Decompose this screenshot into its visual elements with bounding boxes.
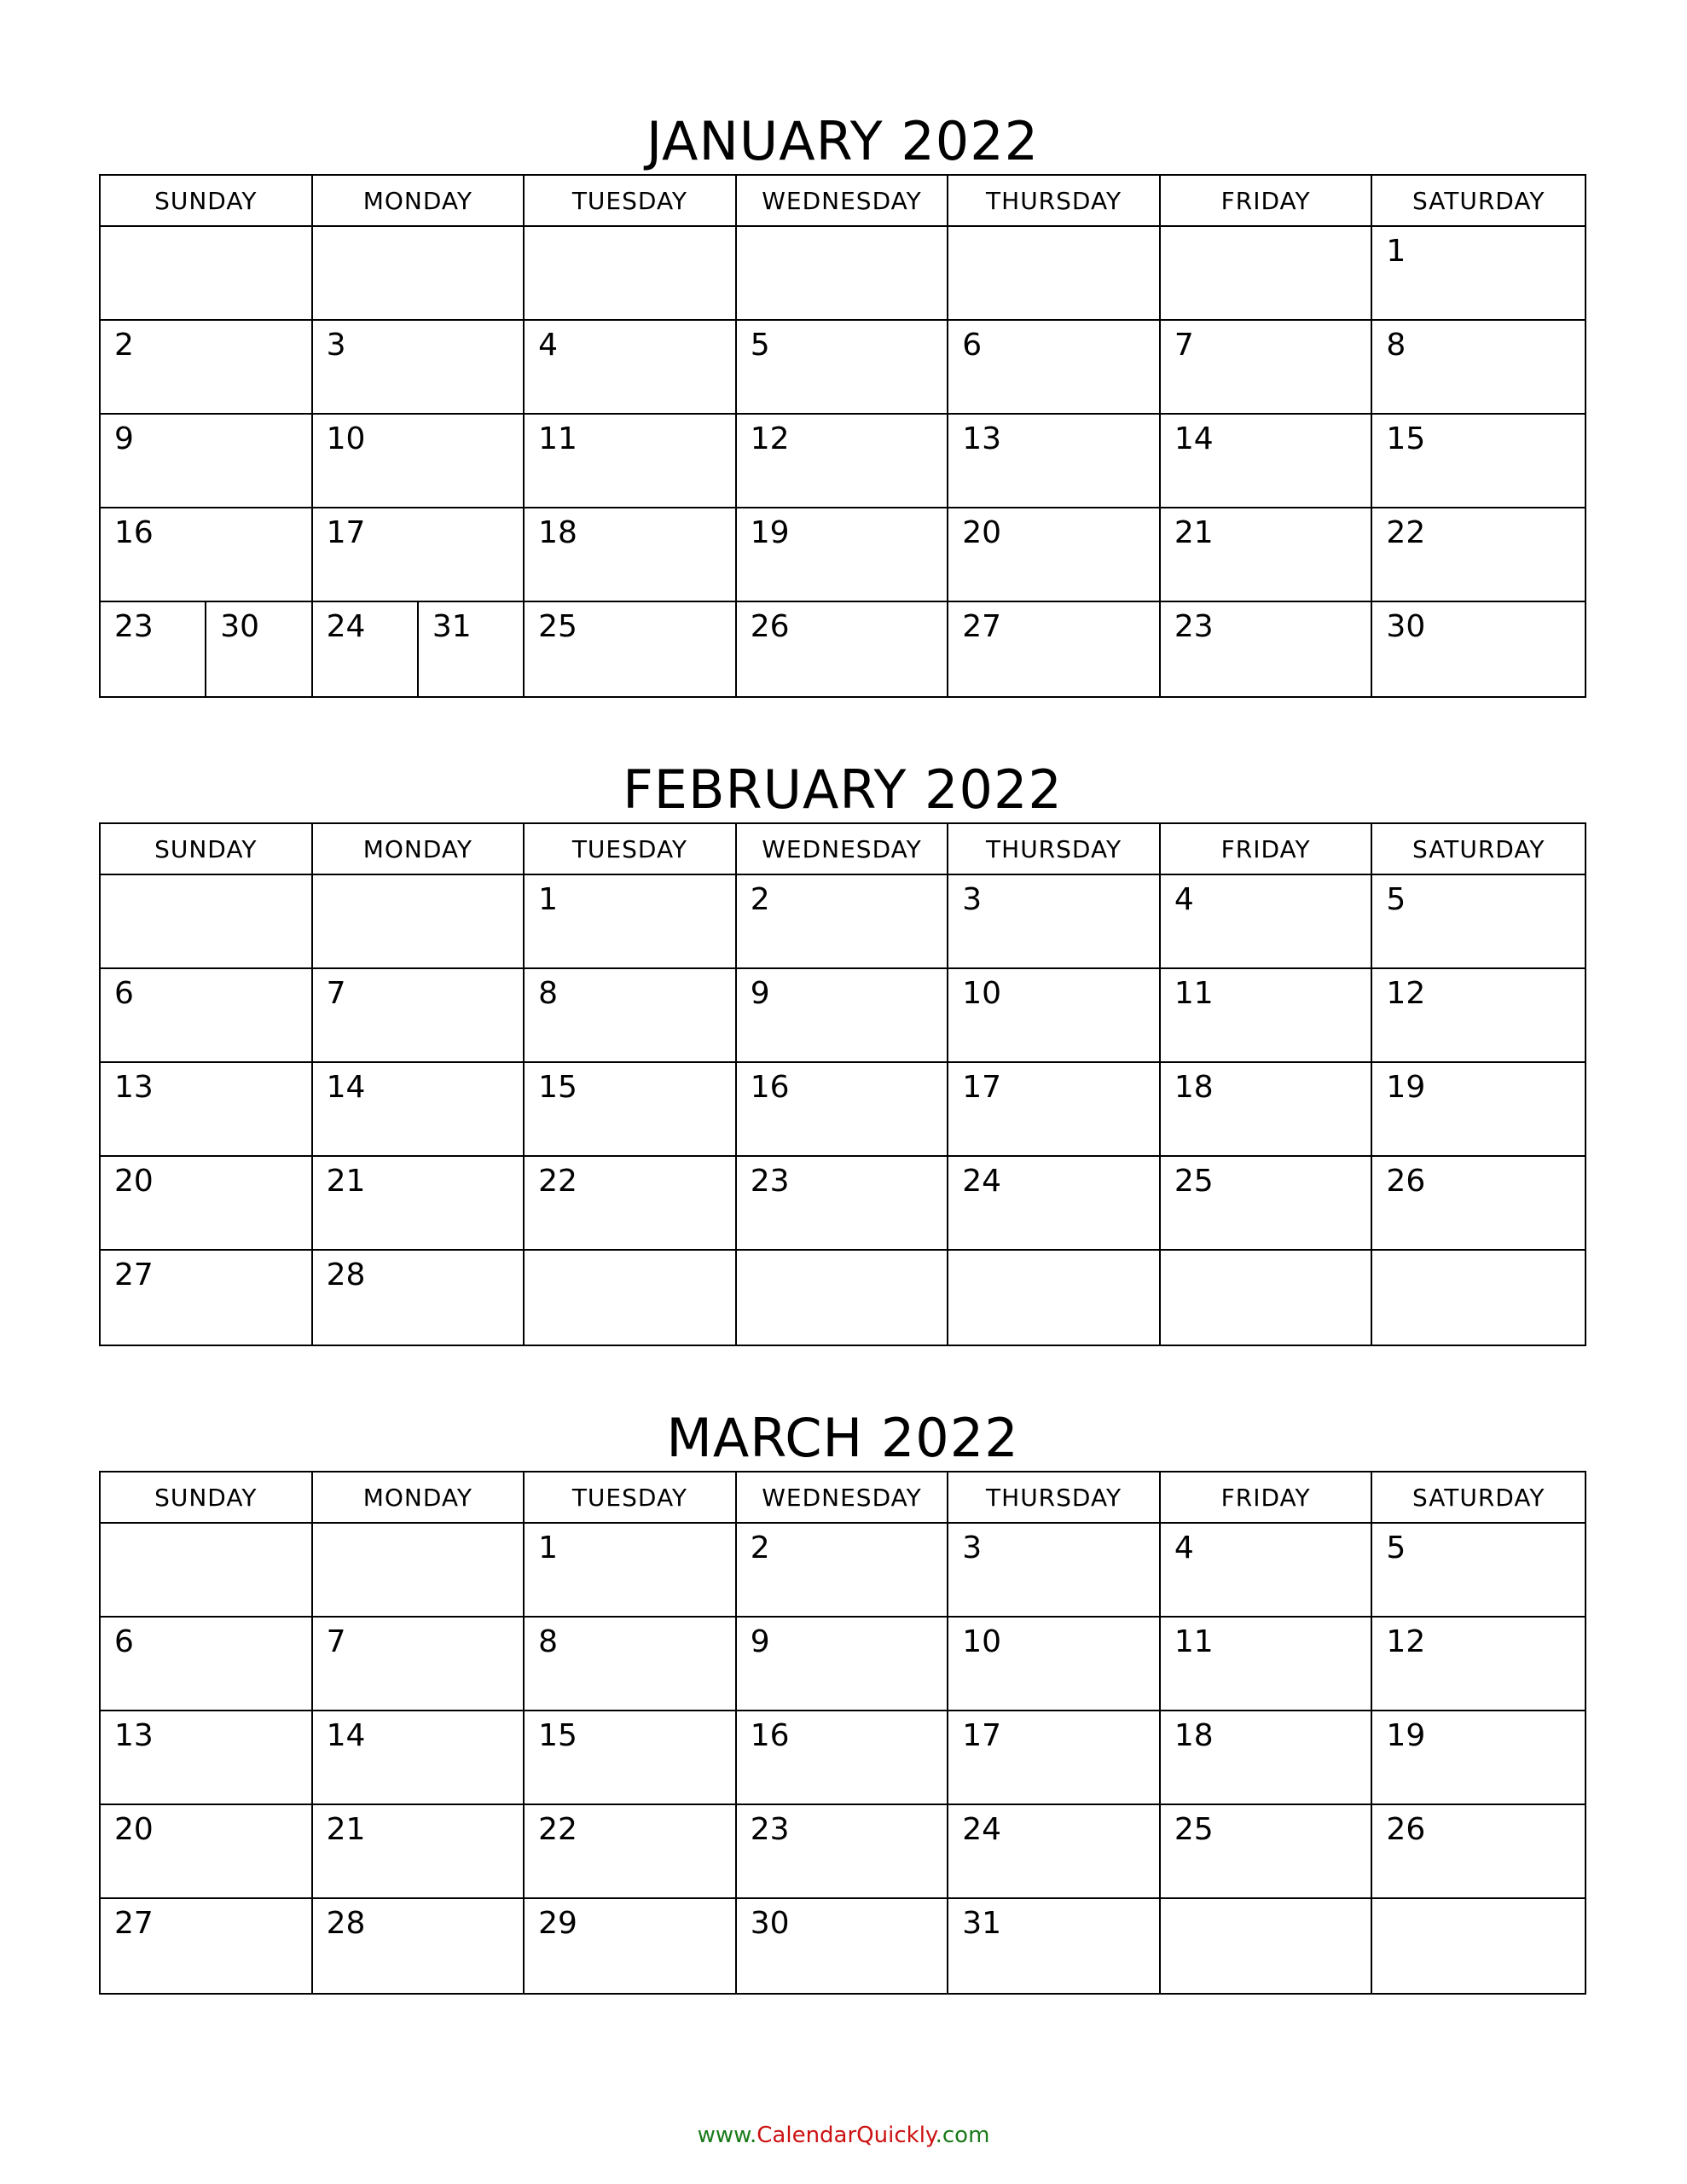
day-cell	[737, 1157, 949, 1251]
day-number: 5	[750, 328, 770, 363]
day-number: 21	[326, 1164, 366, 1199]
day-cell	[1372, 1063, 1585, 1157]
day-cell	[948, 1899, 1161, 1993]
day-number: 14	[326, 1070, 366, 1105]
day-number: 24	[962, 1812, 1002, 1847]
weekday-header: WEDNESDAY	[737, 1472, 949, 1524]
day-number: 26	[1386, 1812, 1426, 1847]
day-number: 16	[750, 1070, 790, 1105]
day-number: 31	[432, 609, 472, 644]
split-half	[101, 602, 205, 696]
day-cell	[948, 1157, 1161, 1251]
month-grid	[99, 174, 1586, 698]
day-cell	[525, 1618, 737, 1711]
day-number: 12	[1386, 976, 1426, 1011]
day-cell	[525, 415, 737, 508]
day-cell	[1372, 969, 1585, 1063]
day-cell	[737, 321, 949, 415]
day-cell	[1161, 321, 1373, 415]
split-day-cell	[313, 602, 524, 696]
day-number: 16	[114, 515, 154, 550]
day-cell	[1372, 1711, 1585, 1805]
day-cell	[525, 1711, 737, 1805]
day-cell	[101, 508, 313, 602]
day-cell	[737, 1711, 949, 1805]
day-cell	[1372, 227, 1585, 321]
day-cell	[525, 1063, 737, 1157]
day-cell	[525, 602, 737, 696]
day-cell	[101, 227, 313, 321]
day-cell	[1372, 321, 1585, 415]
month-grid	[99, 1471, 1586, 1995]
day-number: 17	[326, 515, 366, 550]
day-cell	[101, 1157, 313, 1251]
day-cell	[101, 1618, 313, 1711]
day-number: 9	[114, 421, 134, 456]
day-cell	[737, 1805, 949, 1899]
day-number: 25	[1174, 1812, 1214, 1847]
day-cell	[948, 1524, 1161, 1618]
weekday-header: THURSDAY	[948, 176, 1161, 227]
weekday-header: TUESDAY	[525, 176, 737, 227]
day-number: 18	[1174, 1070, 1214, 1105]
day-number: 27	[114, 1258, 154, 1292]
day-number: 20	[962, 515, 1002, 550]
day-cell	[737, 508, 949, 602]
day-number: 20	[114, 1812, 154, 1847]
weekday-header: THURSDAY	[948, 1472, 1161, 1524]
day-number: 6	[114, 976, 134, 1011]
day-cell	[313, 508, 525, 602]
day-number: 24	[326, 609, 366, 644]
day-number: 18	[1174, 1718, 1214, 1753]
day-number: 13	[962, 421, 1002, 456]
day-cell	[525, 1805, 737, 1899]
day-cell	[313, 602, 525, 696]
day-number: 29	[538, 1906, 577, 1941]
day-cell	[313, 1618, 525, 1711]
day-cell	[525, 321, 737, 415]
day-cell	[101, 1805, 313, 1899]
weekday-header: FRIDAY	[1161, 176, 1373, 227]
day-cell	[948, 227, 1161, 321]
day-cell	[737, 227, 949, 321]
day-number: 8	[538, 1624, 559, 1659]
day-number: 15	[1386, 421, 1426, 456]
day-number: 11	[538, 421, 577, 456]
day-number: 23	[114, 609, 154, 644]
weekday-header: WEDNESDAY	[737, 824, 949, 875]
day-cell	[101, 1711, 313, 1805]
day-cell	[948, 1251, 1161, 1345]
day-cell	[525, 1524, 737, 1618]
day-number: 26	[750, 609, 790, 644]
weekday-header: SATURDAY	[1372, 824, 1585, 875]
day-number: 1	[538, 882, 559, 917]
day-cell	[525, 227, 737, 321]
day-number: 28	[326, 1258, 366, 1292]
day-number: 3	[326, 328, 346, 363]
day-number: 4	[1174, 882, 1194, 917]
day-number: 9	[750, 1624, 770, 1659]
day-cell	[737, 602, 949, 696]
day-cell	[737, 1618, 949, 1711]
weekday-header: SUNDAY	[101, 824, 313, 875]
day-cell	[948, 1711, 1161, 1805]
weekday-header: TUESDAY	[525, 824, 737, 875]
day-number: 20	[114, 1164, 154, 1199]
day-cell	[948, 321, 1161, 415]
day-cell	[313, 321, 525, 415]
day-number: 6	[114, 1624, 134, 1659]
day-cell	[1372, 415, 1585, 508]
day-number: 8	[538, 976, 559, 1011]
month-grid	[99, 822, 1586, 1346]
split-half	[417, 602, 523, 696]
day-number: 8	[1386, 328, 1406, 363]
day-cell	[313, 1157, 525, 1251]
month-title: MARCH 2022	[666, 1407, 1019, 1469]
day-number: 17	[962, 1718, 1002, 1753]
day-number: 23	[1174, 609, 1214, 644]
day-number: 3	[962, 1531, 983, 1565]
day-number: 23	[750, 1164, 790, 1199]
day-number: 13	[114, 1718, 154, 1753]
day-number: 16	[750, 1718, 790, 1753]
day-number: 7	[326, 1624, 346, 1659]
day-number: 28	[326, 1906, 366, 1941]
day-number: 4	[1174, 1531, 1194, 1565]
day-number: 6	[962, 328, 983, 363]
day-cell	[101, 1251, 313, 1345]
day-cell	[1161, 1524, 1373, 1618]
day-number: 4	[538, 328, 559, 363]
day-cell	[1161, 875, 1373, 969]
day-number: 7	[326, 976, 346, 1011]
footer-url[interactable]	[0, 2123, 1687, 2148]
day-cell	[101, 969, 313, 1063]
day-cell	[313, 969, 525, 1063]
day-cell	[737, 1899, 949, 1993]
day-number: 27	[962, 609, 1002, 644]
day-cell	[525, 1157, 737, 1251]
day-number: 14	[326, 1718, 366, 1753]
month-january	[99, 109, 1586, 698]
day-number: 22	[1386, 515, 1426, 550]
day-cell	[313, 1524, 525, 1618]
weekday-header: MONDAY	[313, 824, 525, 875]
day-cell	[1161, 227, 1373, 321]
day-number: 23	[750, 1812, 790, 1847]
day-number: 22	[538, 1812, 577, 1847]
day-cell	[101, 415, 313, 508]
day-cell	[1372, 1157, 1585, 1251]
day-number: 21	[1174, 515, 1214, 550]
day-cell	[1372, 1618, 1585, 1711]
day-number: 1	[1386, 234, 1406, 269]
day-number: 10	[962, 1624, 1002, 1659]
day-number: 30	[220, 609, 260, 644]
day-number: 30	[750, 1906, 790, 1941]
weekday-header: THURSDAY	[948, 824, 1161, 875]
day-number: 15	[538, 1718, 577, 1753]
day-cell	[948, 1805, 1161, 1899]
weekday-header: FRIDAY	[1161, 824, 1373, 875]
day-cell	[525, 1251, 737, 1345]
day-number: 21	[326, 1812, 366, 1847]
day-number: 25	[1174, 1164, 1214, 1199]
day-cell	[948, 1618, 1161, 1711]
day-cell	[1161, 508, 1373, 602]
day-cell	[101, 602, 313, 696]
day-cell	[1161, 602, 1373, 696]
day-number: 19	[1386, 1718, 1426, 1753]
day-cell	[737, 1524, 949, 1618]
day-number: 12	[750, 421, 790, 456]
weekday-header: TUESDAY	[525, 1472, 737, 1524]
day-cell	[313, 1251, 525, 1345]
day-cell	[1372, 1251, 1585, 1345]
weekday-header: MONDAY	[313, 1472, 525, 1524]
day-cell	[313, 1899, 525, 1993]
day-cell	[525, 1899, 737, 1993]
day-cell	[1372, 602, 1585, 696]
day-cell	[1161, 1157, 1373, 1251]
day-number: 14	[1174, 421, 1214, 456]
weekday-header: FRIDAY	[1161, 1472, 1373, 1524]
day-number: 3	[962, 882, 983, 917]
day-number: 27	[114, 1906, 154, 1941]
day-number: 30	[1386, 609, 1426, 644]
weekday-header: SUNDAY	[101, 176, 313, 227]
day-cell	[313, 227, 525, 321]
day-number: 15	[538, 1070, 577, 1105]
day-number: 31	[962, 1906, 1002, 1941]
day-cell	[737, 1251, 949, 1345]
day-cell	[101, 1063, 313, 1157]
day-cell	[313, 415, 525, 508]
day-number: 24	[962, 1164, 1002, 1199]
month-title: JANUARY 2022	[646, 110, 1040, 172]
day-cell	[1372, 1524, 1585, 1618]
day-number: 26	[1386, 1164, 1426, 1199]
split-half	[205, 602, 310, 696]
day-cell	[737, 415, 949, 508]
day-number: 13	[114, 1070, 154, 1105]
day-number: 5	[1386, 882, 1406, 917]
day-cell	[1161, 1711, 1373, 1805]
day-number: 12	[1386, 1624, 1426, 1659]
day-number: 7	[1174, 328, 1194, 363]
footer-brand: CalendarQuickly	[757, 2123, 936, 2148]
day-cell	[1161, 1063, 1373, 1157]
day-cell	[948, 1063, 1161, 1157]
day-cell	[525, 508, 737, 602]
weekday-header: SATURDAY	[1372, 1472, 1585, 1524]
day-number: 19	[750, 515, 790, 550]
day-cell	[948, 602, 1161, 696]
day-cell	[1161, 415, 1373, 508]
day-number: 11	[1174, 976, 1214, 1011]
day-number: 2	[750, 882, 770, 917]
month-february	[99, 758, 1586, 1346]
day-number: 2	[750, 1531, 770, 1565]
split-half	[313, 602, 417, 696]
day-number: 10	[326, 421, 366, 456]
day-cell	[313, 1063, 525, 1157]
day-number: 2	[114, 328, 134, 363]
footer-prefix: www.	[697, 2123, 757, 2148]
day-number: 19	[1386, 1070, 1426, 1105]
day-cell	[737, 875, 949, 969]
split-day-cell	[101, 602, 311, 696]
weekday-header: SUNDAY	[101, 1472, 313, 1524]
day-number: 1	[538, 1531, 559, 1565]
weekday-header: MONDAY	[313, 176, 525, 227]
day-cell	[948, 415, 1161, 508]
day-cell	[737, 1063, 949, 1157]
footer-suffix: .com	[935, 2123, 990, 2148]
day-cell	[1161, 1899, 1373, 1993]
day-cell	[1372, 1805, 1585, 1899]
day-number: 18	[538, 515, 577, 550]
day-cell	[1372, 1899, 1585, 1993]
day-number: 25	[538, 609, 577, 644]
day-cell	[1161, 969, 1373, 1063]
day-number: 22	[538, 1164, 577, 1199]
day-cell	[1372, 508, 1585, 602]
day-cell	[313, 1711, 525, 1805]
month-march	[99, 1406, 1586, 1995]
day-cell	[101, 1899, 313, 1993]
day-cell	[101, 1524, 313, 1618]
day-number: 5	[1386, 1531, 1406, 1565]
day-cell	[1161, 1618, 1373, 1711]
day-cell	[313, 1805, 525, 1899]
day-cell	[525, 969, 737, 1063]
day-cell	[1161, 1251, 1373, 1345]
day-cell	[101, 321, 313, 415]
day-cell	[101, 875, 313, 969]
weekday-header: WEDNESDAY	[737, 176, 949, 227]
day-cell	[1161, 1805, 1373, 1899]
day-cell	[948, 875, 1161, 969]
day-cell	[525, 875, 737, 969]
month-title: FEBRUARY 2022	[623, 758, 1063, 821]
day-number: 11	[1174, 1624, 1214, 1659]
day-cell	[737, 969, 949, 1063]
day-cell	[948, 969, 1161, 1063]
weekday-header: SATURDAY	[1372, 176, 1585, 227]
day-number: 10	[962, 976, 1002, 1011]
day-number: 9	[750, 976, 770, 1011]
day-number: 17	[962, 1070, 1002, 1105]
day-cell	[1372, 875, 1585, 969]
day-cell	[948, 508, 1161, 602]
day-cell	[313, 875, 525, 969]
